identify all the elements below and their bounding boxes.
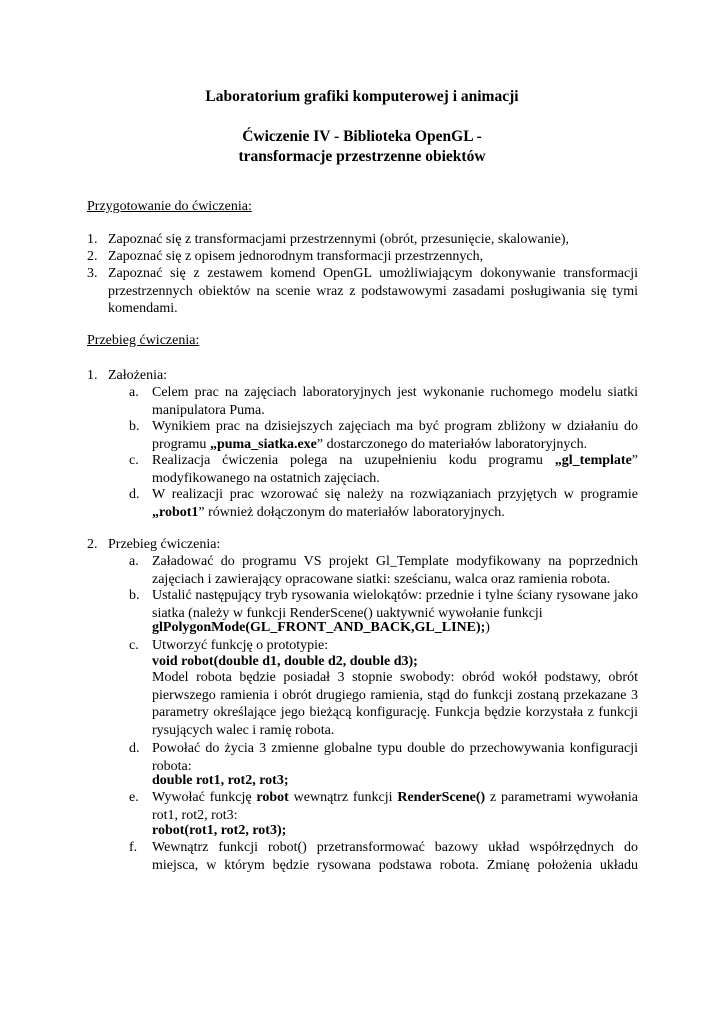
subitem-text: Utworzyć funkcję o prototypie: [152,638,329,653]
subitem-text: Ustalić następujący tryb rysowania wielokątów: przednie i tylne ściany rysowane jako siatka (należy w funkcji RenderScene() uaktywnić wywołanie funkcji [152,588,638,621]
course-item-label: Przebieg ćwiczenia: [108,537,221,552]
subitem-text: Wynikiem prac na dzisiejszych zajęciach ma być program zbliżony w działaniu do programu „puma_siatka.exe” dostarczonego do materiałów laboratoryjnych. [152,419,638,452]
subitem-letter: a. [129,385,139,400]
subitem-text: Model robota będzie posiadał 3 stopnie swobody: obród wokół podstawy, obrót pierwszego ramienia i obrót drugiego ramienia, stąd do funkcji zostaną przekazane 3 parametry określające jego bieżącą konfigurację. Funkcja będzie korzystała z funkcji rysujących walec i ramię robota. [152,670,638,738]
function-name: RenderScene() [397,790,486,805]
code-line: glPolygonMode(GL_FRONT_AND_BACK,GL_LINE);) [152,620,490,635]
subitem-text: Realizacja ćwiczenia polega na uzupełnieniu kodu programu „gl_template” modyfikowanego na ostatnich zajęciach. [152,453,638,486]
course-item-number: 2. [87,537,98,552]
function-name: robot [256,790,289,805]
code-line: robot(rot1, rot2, rot3); [152,823,287,838]
program-name: „robot1 [152,504,199,520]
prep-item-number: 1. [87,232,98,247]
code-line: void robot(double d1, double d2, double d3); [152,654,418,669]
prep-item-number: 3. [87,266,98,281]
subitem-letter: b. [129,419,140,434]
subitem-letter: d. [129,487,140,502]
subitem-letter: f. [129,840,138,855]
prep-item-number: 2. [87,249,98,264]
program-name: „puma_siatka.exe [209,436,317,452]
prep-item-text: Zapoznać się z zestawem komend OpenGL umożliwiającym dokonywanie transformacji przestrzennych obiektów na scenie wraz z podstawowymi zasadami posługiwania się tymi komendami. [108,266,638,317]
subitem-text: Wywołać funkcję robot wewnątrz funkcji RenderScene() z parametrami wywołania rot1, rot2, rot3: [152,790,639,823]
subitem-text: Celem prac na zajęciach laboratoryjnych jest wykonanie ruchomego modelu siatki manipulatora Puma. [152,385,638,418]
subitem-letter: b. [129,588,140,603]
subitem-text: Wewnątrz funkcji robot() przetransformować bazowy układ współrzędnych do miejsca, w którym będzie rysowana podstawa robota. Zmianę położenia układu [152,840,638,873]
exercise-subtitle: transformacje przestrzenne obiektów [238,148,486,165]
subitem-letter: c. [129,638,139,653]
subitem-letter: c. [129,453,139,468]
program-name: „gl_template [554,453,632,468]
subitem-letter: d. [129,741,140,756]
subitem-letter: e. [129,790,139,805]
document-title: Laboratorium grafiki komputerowej i animacji [205,88,519,105]
prep-heading: Przygotowanie do ćwiczenia: [87,199,252,214]
course-heading: Przebieg ćwiczenia: [87,333,200,348]
course-item-number: 1. [87,368,98,383]
course-item-label: Założenia: [108,368,168,383]
prep-item-text: Zapoznać się z opisem jednorodnym transformacji przestrzennych, [108,249,484,264]
subitem-letter: a. [129,554,139,569]
prep-item-text: Zapoznać się z transformacjami przestrzennymi (obrót, przesunięcie, skalowanie), [108,232,570,247]
code-line: double rot1, rot2, rot3; [152,773,289,788]
subitem-text: W realizacji prac wzorować się należy na rozwiązaniach przyjętych w programie „robot1” również dołączonym do materiałów laboratoryjnych. [152,487,638,520]
subitem-text: Powołać do życia 3 zmienne globalne typu double do przechowywania konfiguracji robota: [152,741,638,774]
subitem-text: Załadować do programu VS projekt Gl_Template modyfikowany na poprzednich zajęciach i zawierający opracowane siatki: sześcianu, walca oraz ramienia robota. [152,554,638,587]
exercise-title: Ćwiczenie IV - Biblioteka OpenGL - [242,128,482,145]
